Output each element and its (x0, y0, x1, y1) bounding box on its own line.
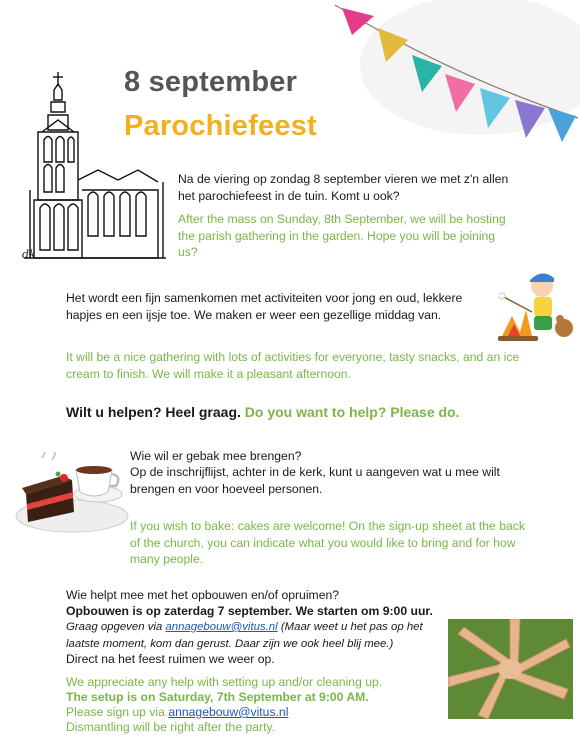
event-date-title: 8 september (124, 66, 298, 98)
cleanup-dutch: Direct na het feest ruimen we weer op. (66, 652, 275, 666)
bunting-decoration (330, 0, 580, 150)
setup-date-english: The setup is on Saturday, 7th September at 9:00 AM. (66, 690, 369, 704)
signup-prefix-english: Please sign up via (66, 705, 169, 719)
email-link-dutch[interactable]: annagebouw@vitus.nl (165, 621, 278, 633)
church-drawing (18, 70, 168, 270)
gathering-dutch: Het wordt een fijn samenkomen met activiteiten voor jong en oud, lekkere hapjes en een ijsje toe. We maken er weer een gezellige middag van. (66, 291, 463, 322)
bake-question-dutch: Wie wil er gebak mee brengen? (130, 449, 302, 463)
intro-dutch: Na de viering op zondag 8 september vieren we met z'n allen het parochiefeest in de tuin. Komt u ook? (178, 172, 509, 203)
signup-prefix-dutch: Graag opgeven via (66, 621, 166, 633)
email-link-english[interactable]: annagebouw@vitus.nl (168, 705, 289, 719)
setup-signup-dutch (66, 619, 441, 652)
hands-photo (448, 619, 573, 719)
bake-english: If you wish to bake: cakes are welcome! On the sign-up sheet at the back of the church, you can indicate what you would like to bring and for how many people. (130, 519, 525, 566)
signup-note-dutch: (Maar weet u het pas op het laatste moment, kom dan gerust. Daar zijn we ook heel blij mee.) (66, 621, 423, 650)
bake-text-dutch: Op de inschrijflijst, achter in de kerk, kunt u aangeven wat u mee wilt brengen en voor hoeveel personen. (130, 465, 500, 496)
child-campfire-illustration (492, 266, 578, 350)
artist-signature: dk (22, 248, 36, 261)
cleanup-english: Dismantling will be right after the party. (66, 720, 276, 734)
help-heading-english: Do you want to help? Please do. (244, 404, 460, 420)
setup-date-dutch: Opbouwen is op zaterdag 7 september. We starten om 9:00 uur. (66, 604, 433, 618)
event-name-title: Parochiefeest (124, 110, 317, 142)
help-heading-dutch: Wilt u helpen? Heel graag. (66, 404, 241, 420)
help-heading (66, 404, 460, 420)
cake-coffee-illustration (12, 452, 130, 548)
setup-question-dutch: Wie helpt mee met het opbouwen en/of opruimen? (66, 588, 340, 602)
intro-english: After the mass on Sunday, 8th September, we will be hosting the parish gathering in the garden. Hope you will be joining us? (178, 212, 506, 259)
setup-question-english: We appreciate any help with setting up and/or cleaning up. (66, 675, 383, 689)
gathering-english: It will be a nice gathering with lots of activities for everyone, tasty snacks, and an ice cream to finish. We will make it a pleasant afternoon. (66, 350, 520, 381)
